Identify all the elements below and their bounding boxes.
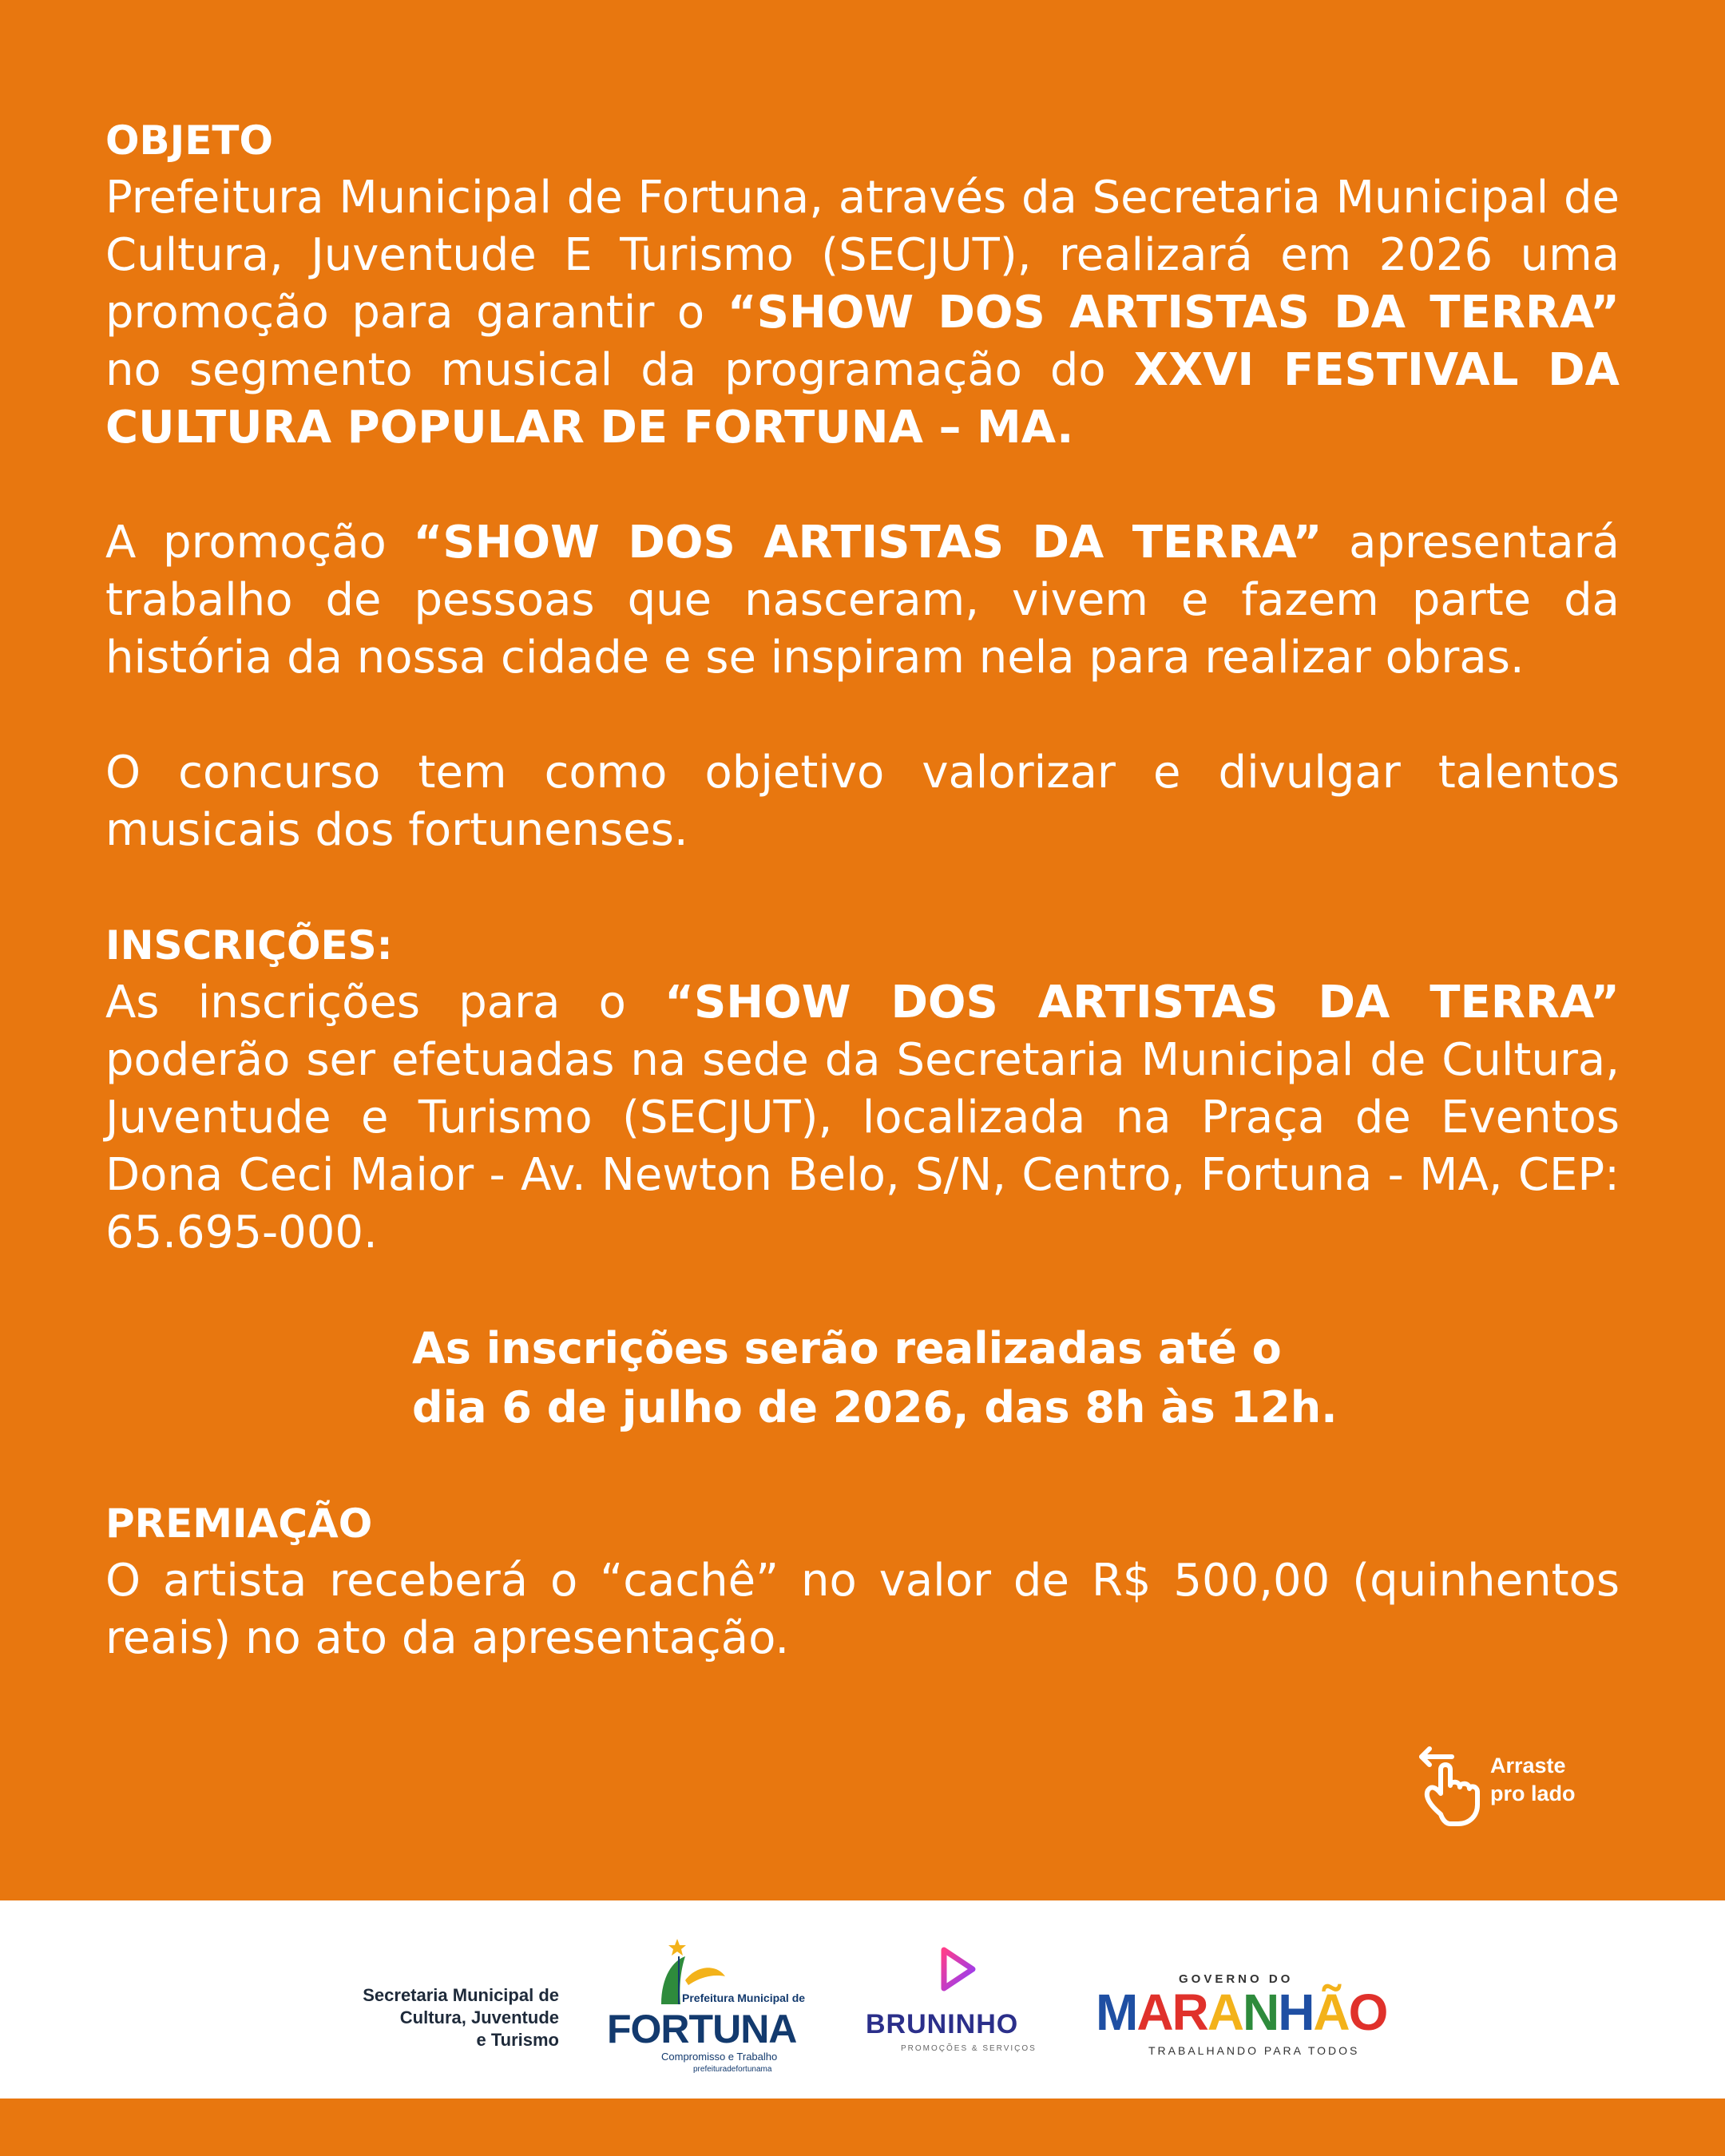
maranhao-top: GOVERNO DO (1179, 1972, 1294, 1986)
maranhao-logo (1096, 1972, 1387, 2060)
bottom-bar (0, 2099, 1725, 2156)
swipe-hint (1414, 1741, 1597, 1829)
text: A promoção (105, 517, 414, 569)
deadline-line-1: As inscrições serão realizadas até o (412, 1323, 1282, 1373)
bruninho-name: BRUNINHO (866, 2009, 1019, 2039)
swipe-hand-icon (1414, 1741, 1485, 1829)
secjut-line-3: e Turismo (476, 2030, 559, 2050)
fortuna-handle: prefeituradefortunama (693, 2065, 772, 2074)
inscricoes-paragraph (105, 974, 1620, 1262)
fortuna-logo (605, 1932, 821, 2076)
emphasis: “SHOW DOS ARTISTAS DA TERRA” (413, 517, 1322, 569)
footer-logos (0, 1900, 1725, 2099)
objeto-paragraph-1 (105, 169, 1620, 457)
swipe-label: Arraste pro lado (1490, 1754, 1576, 1805)
secjut-line-2: Cultura, Juventude (399, 2007, 559, 2027)
emphasis: “SHOW DOS ARTISTAS DA TERRA” (664, 977, 1620, 1028)
bruninho-logo (862, 1945, 1062, 2057)
content (105, 112, 1620, 1667)
text: apresentará trabalho de pessoas que nasceram, vivem e fazem parte da história da nossa cidade e se inspiram nela para realizar obras. (105, 517, 1620, 684)
text: no segmento musical da programação do (105, 344, 1134, 396)
secjut-logo-text (343, 1984, 559, 2051)
emphasis: “SHOW DOS ARTISTAS DA TERRA” (727, 287, 1620, 339)
fortuna-tagline: Compromisso e Trabalho (661, 2051, 778, 2063)
objeto-heading: OBJETO (105, 117, 273, 164)
premiacao-paragraph: O artista receberá o “cachê” no valor de R$ 500,00 (quinhentos reais) no ato da apresentação. (105, 1555, 1620, 1664)
maranhao-subtitle: TRABALHANDO PARA TODOS (1148, 2044, 1360, 2057)
premiacao-heading: PREMIAÇÃO (105, 1500, 373, 1547)
objeto-paragraph-2 (105, 514, 1620, 687)
secjut-line-1: Secretaria Municipal de (363, 1985, 559, 2005)
bruninho-play-icon (936, 1945, 984, 2001)
fortuna-name: FORTUNA (607, 2007, 797, 2051)
objeto-paragraph-3: O concurso tem como objetivo valorizar e divulgar talentos musicais dos fortunenses. (105, 747, 1620, 856)
deadline-line-2: dia 6 de julho de 2026, das 8h às 12h. (412, 1382, 1338, 1433)
deadline-note (412, 1319, 1620, 1437)
text: poderão ser efetuadas na sede da Secretaria Municipal de Cultura, Juventude e Turismo (SECJUT), localizada na Praça de Eventos Dona Ceci Maior - Av. Newton Belo, S/N, Centro, Fortuna - MA, CEP: 65.695-000. (105, 1034, 1620, 1258)
festival-name: XXVI FESTIVAL DA CULTURA POPULAR DE FORTUNA – MA. (105, 344, 1620, 454)
fortuna-pref: Prefeitura Municipal de (682, 1992, 806, 2004)
maranhao-name: MARANHÃO (1096, 1984, 1387, 2041)
bruninho-subtitle: PROMOÇÕES & SERVIÇOS (901, 2044, 1037, 2053)
text: As inscrições para o (105, 977, 665, 1028)
text: Prefeitura Municipal de Fortuna, através da Secretaria Municipal de Cultura, Juventude E Turismo (SECJUT), realizará em 2026 uma promoção para garantir o (105, 172, 1620, 339)
inscricoes-heading: INSCRIÇÕES: (105, 922, 393, 969)
